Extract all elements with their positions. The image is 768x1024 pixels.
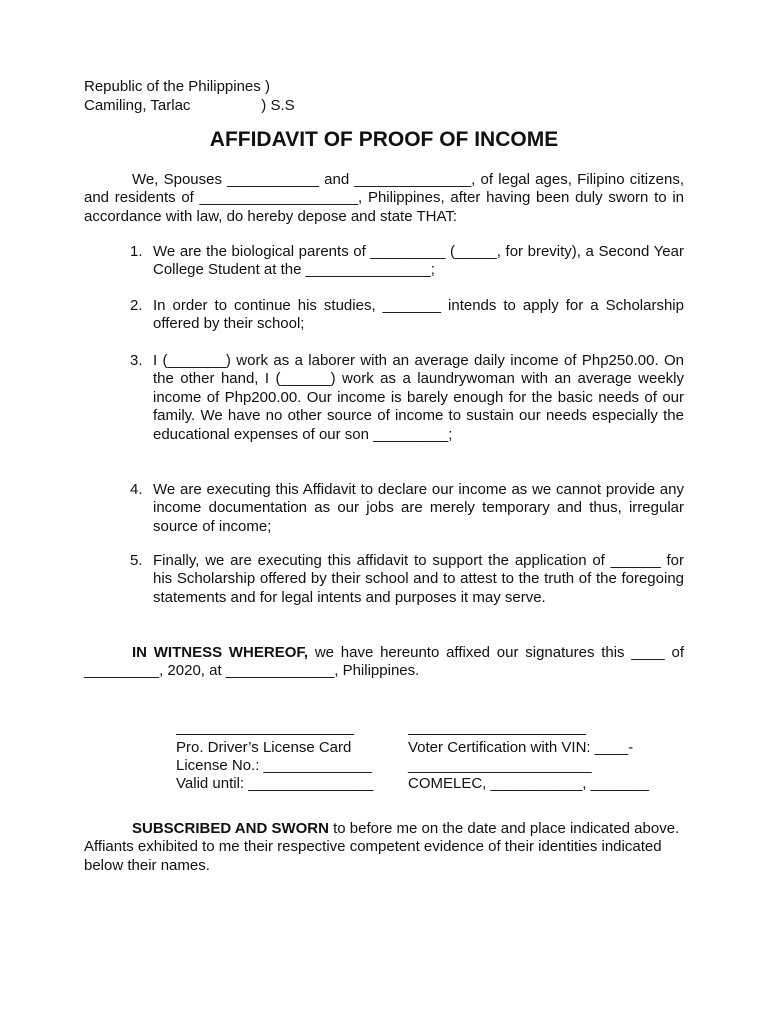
signature-line — [408, 734, 586, 735]
statement-text: We are executing this Affidavit to declare our income as we cannot provide any income documentation as our jobs are merely temporary and thus, irregular source of income; — [153, 481, 684, 535]
witness-heading: IN WITNESS WHEREOF, — [132, 644, 309, 661]
statement-text: We are the biological parents of _________ (_____, for brevity), a Second Year College Student at the _______________; — [153, 243, 684, 279]
subscribed-heading: SUBSCRIBED AND SWORN — [132, 820, 329, 837]
id-detail-license-no: License No.: _____________ — [176, 757, 372, 774]
venue-line-republic: Republic of the Philippines ) — [84, 78, 270, 95]
statement-number: 5. — [130, 552, 143, 569]
subscribed-text: to before me on the date and place indicated above. Affiants exhibited to me their respective competent evidence of their identities indicated below their names. — [84, 820, 680, 874]
id-detail-valid-until: Valid until: _______________ — [176, 775, 374, 792]
statement-list — [84, 243, 684, 607]
signatory-block-1 — [176, 734, 391, 793]
intro-paragraph: We, Spouses ___________ and ______________, of legal ages, Filipino citizens, and residents of ___________________, Philippines, after having been duly sworn to in accordance with law, do hereby depose and state THAT: — [84, 171, 684, 225]
witness-paragraph — [84, 644, 684, 681]
statement-number: 1. — [130, 243, 143, 260]
statement-number: 4. — [130, 481, 143, 498]
statement-text: In order to continue his studies, _______ intends to apply for a Scholarship offered by their school; — [153, 297, 684, 333]
subscribed-paragraph — [84, 820, 684, 875]
statement-number: 2. — [130, 297, 143, 314]
document-title: AFFIDAVIT OF PROOF OF INCOME — [209, 128, 559, 151]
statement-number: 3. — [130, 352, 143, 369]
id-type: Voter Certification with VIN: ____- — [408, 739, 634, 756]
signature-line — [176, 734, 354, 735]
statement-item-5 — [84, 552, 684, 607]
id-type: Pro. Driver’s License Card — [176, 739, 352, 756]
id-detail-comelec: COMELEC, ___________, _______ — [408, 775, 650, 792]
witness-text: we have hereunto affixed our signatures this ____ of _________, 2020, at _____________, Philippines. — [84, 644, 684, 680]
statement-item-1 — [84, 243, 684, 297]
id-detail-blank: ______________________ — [408, 757, 592, 774]
statement-item-3 — [84, 352, 684, 481]
statement-item-2 — [84, 297, 684, 352]
venue-block — [84, 78, 384, 115]
statement-text: I (_______) work as a laborer with an average daily income of Php250.00. On the other hand, I (______) work as a laundrywoman with an average weekly income of Php200.00. Our income is barely enough for the basic needs of our family. We have no other source of income to sustain our needs especially the educational expenses of our son _________; — [153, 352, 684, 443]
statement-item-4 — [84, 481, 684, 552]
signatory-block-2 — [408, 734, 650, 793]
statement-text: Finally, we are executing this affidavit to support the application of ______ for his Scholarship offered by their school and to attest to the truth of the foregoing statements and for legal intents and purposes it may serve. — [153, 552, 684, 606]
venue-line-camiling: Camiling, Tarlac ) S.S — [84, 96, 295, 114]
